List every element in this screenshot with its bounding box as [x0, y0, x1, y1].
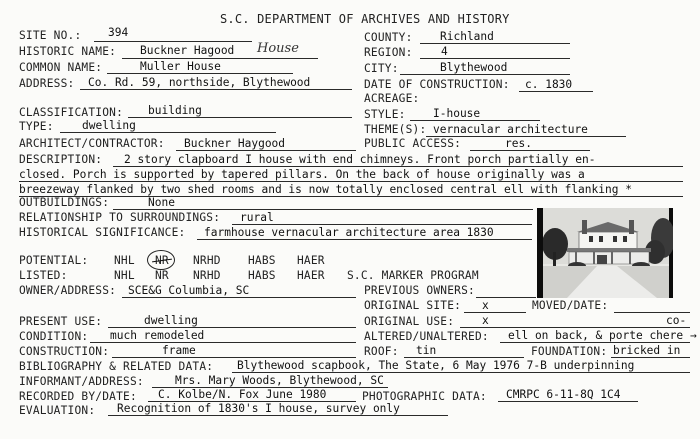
common-name-value: Muller House: [140, 60, 221, 73]
architect-value: Buckner Haygood: [184, 137, 286, 150]
potential-option-habs: HABS: [248, 254, 276, 267]
altered-value: ell on back, & porte chere: [508, 329, 684, 342]
roof-value: tin: [416, 344, 437, 357]
card-title: S.C. DEPARTMENT OF ARCHIVES AND HISTORY: [220, 12, 510, 26]
style-label: STYLE:: [364, 108, 406, 121]
architect-label: ARCHITECT/CONTRACTOR:: [19, 137, 165, 150]
original-use-value: x: [482, 314, 489, 327]
county-label: COUNTY:: [364, 31, 413, 44]
listed-option-nr: NR: [155, 269, 169, 282]
original-site-value: x: [482, 299, 489, 312]
theme-value: vernacular architecture: [433, 123, 588, 136]
region-label: REGION:: [364, 46, 413, 59]
type-line: [60, 132, 276, 133]
altered-arrow-icon: →: [690, 329, 697, 342]
listed-option-nhl: NHL: [114, 269, 135, 282]
address-value: Co. Rd. 59, northside, Blythewood: [88, 76, 311, 89]
description-label: DESCRIPTION:: [19, 153, 103, 166]
previous-owners-line: [476, 297, 536, 298]
condition-label: CONDITION:: [19, 330, 89, 343]
city-value: Blythewood: [440, 61, 508, 74]
site-no-value: 394: [108, 26, 129, 39]
public-access-value: res.: [505, 137, 532, 150]
description-line-3: breezeway flanked by two shed rooms and is now totally enclosed central ell with flanking *: [19, 183, 632, 196]
condition-line: [90, 342, 356, 343]
public-access-line: [470, 150, 590, 151]
common-name-line: [107, 73, 293, 74]
previous-owners-label: PREVIOUS OWNERS:: [364, 284, 475, 297]
original-use-line: [460, 327, 690, 328]
date-of-construction-line: [519, 91, 593, 92]
county-value: Richland: [440, 30, 494, 43]
present-use-label: PRESENT USE:: [19, 315, 103, 328]
style-line: [410, 120, 540, 121]
moved-date-label: MOVED/DATE:: [532, 299, 609, 312]
historical-significance-line: [197, 239, 532, 240]
region-line: [420, 58, 570, 59]
listed-option-haer: HAER: [297, 269, 325, 282]
listed-option-habs: HABS: [248, 269, 276, 282]
original-use-note: co-: [666, 314, 687, 327]
potential-option-nrhd: NRHD: [193, 254, 221, 267]
original-use-label: ORIGINAL USE:: [364, 315, 455, 328]
recorded-by-value: C. Kolbe/N. Fox June 1980: [158, 388, 327, 401]
historic-name-label: HISTORIC NAME:: [19, 45, 117, 58]
original-site-line: [464, 312, 526, 313]
moved-date-line: [614, 312, 690, 313]
address-label: ADDRESS:: [19, 77, 75, 90]
classification-value: building: [148, 104, 202, 117]
construction-value: frame: [162, 344, 196, 357]
house-photo: [537, 208, 673, 298]
potential-option-nhl: NHL: [114, 254, 135, 267]
marker-program-label: S.C. MARKER PROGRAM: [347, 269, 479, 282]
informant-label: INFORMANT/ADDRESS:: [19, 375, 144, 388]
construction-label: CONSTRUCTION:: [19, 345, 110, 358]
architect-line: [176, 150, 356, 151]
classification-line: [128, 117, 352, 118]
foundation-line: [611, 357, 690, 358]
potential-option-haer: HAER: [297, 254, 325, 267]
relationship-label: RELATIONSHIP TO SURROUNDINGS:: [19, 211, 221, 224]
historic-name-line: [122, 58, 318, 59]
historical-significance-value: farmhouse vernacular architecture area 1830: [204, 226, 494, 239]
potential-label: POTENTIAL:: [19, 254, 89, 267]
present-use-value: dwelling: [144, 314, 198, 327]
county-line: [420, 43, 570, 44]
roof-label: ROOF:: [364, 345, 399, 358]
photographic-data-line: [498, 401, 638, 402]
historic-name-value: Buckner Hagood: [140, 44, 235, 57]
potential-nr-circle: [147, 250, 175, 270]
evaluation-line: [108, 415, 448, 416]
common-name-label: COMMON NAME:: [19, 61, 103, 74]
photographic-data-label: PHOTOGRAPHIC DATA:: [362, 390, 487, 403]
description-rule-2: [19, 181, 683, 182]
informant-value: Mrs. Mary Woods, Blythewood, SC: [175, 374, 384, 387]
owner-label: OWNER/ADDRESS:: [19, 284, 117, 297]
present-use-line: [108, 327, 356, 328]
listed-option-nrhd: NRHD: [193, 269, 221, 282]
photographic-data-value: CMRPC 6-11-8Q 1C4: [506, 388, 621, 401]
bibliography-label: BIBLIOGRAPHY & RELATED DATA:: [19, 360, 214, 373]
bibliography-line: [232, 372, 690, 373]
roof-line: [404, 357, 524, 358]
listed-label: LISTED:: [19, 269, 68, 282]
relationship-line: [232, 224, 532, 225]
description-line-2: closed. Porch is supported by tapered pillars. On the back of house originally was a: [19, 168, 585, 181]
owner-value: SCE&G Columbia, SC: [128, 284, 250, 297]
description-rule-1: [113, 166, 683, 167]
foundation-value: bricked in: [613, 344, 681, 357]
city-label: CITY:: [364, 62, 399, 75]
public-access-label: PUBLIC ACCESS:: [364, 137, 462, 150]
acreage-label: ACREAGE:: [364, 92, 420, 105]
date-of-construction-value: c. 1830: [525, 78, 573, 91]
classification-label: CLASSIFICATION:: [19, 106, 124, 119]
address-line: [80, 89, 352, 90]
style-value: I-house: [433, 107, 481, 120]
outbuildings-line: [113, 209, 533, 210]
description-rule-3: [19, 196, 683, 197]
evaluation-value: Recognition of 1830's I house, survey only: [117, 402, 400, 415]
altered-label: ALTERED/UNALTERED:: [364, 330, 489, 343]
house-photo-image: [537, 208, 673, 298]
relationship-value: rural: [240, 211, 274, 224]
type-value: dwelling: [82, 119, 136, 132]
site-no-label: SITE NO.:: [19, 29, 82, 42]
historic-name-handwritten: House: [257, 41, 299, 56]
recorded-by-label: RECORDED BY/DATE:: [19, 390, 137, 403]
original-site-label: ORIGINAL SITE:: [364, 299, 462, 312]
type-label: TYPE:: [19, 120, 54, 133]
theme-label: THEME(S):: [364, 123, 427, 136]
historical-significance-label: HISTORICAL SIGNIFICANCE:: [19, 226, 186, 239]
construction-line: [112, 357, 356, 358]
altered-line: [500, 342, 690, 343]
region-value: 4: [441, 45, 448, 58]
foundation-label: FOUNDATION:: [531, 345, 608, 358]
condition-value: much remodeled: [110, 329, 205, 342]
potential-option-nr: NR: [155, 254, 169, 267]
description-line-1: 2 story clapboard I house with end chimneys. Front porch partially en-: [124, 153, 596, 166]
owner-line: [122, 297, 356, 298]
date-of-construction-label: DATE OF CONSTRUCTION:: [364, 78, 510, 91]
bibliography-value: Blythewood scapbook, The State, 6 May 1976 7-B underpinning: [237, 359, 635, 372]
outbuildings-value: None: [148, 196, 175, 209]
site-no-line: [94, 41, 252, 42]
evaluation-label: EVALUATION:: [19, 404, 96, 417]
outbuildings-label: OUTBUILDINGS:: [19, 196, 110, 209]
city-line: [400, 74, 570, 75]
